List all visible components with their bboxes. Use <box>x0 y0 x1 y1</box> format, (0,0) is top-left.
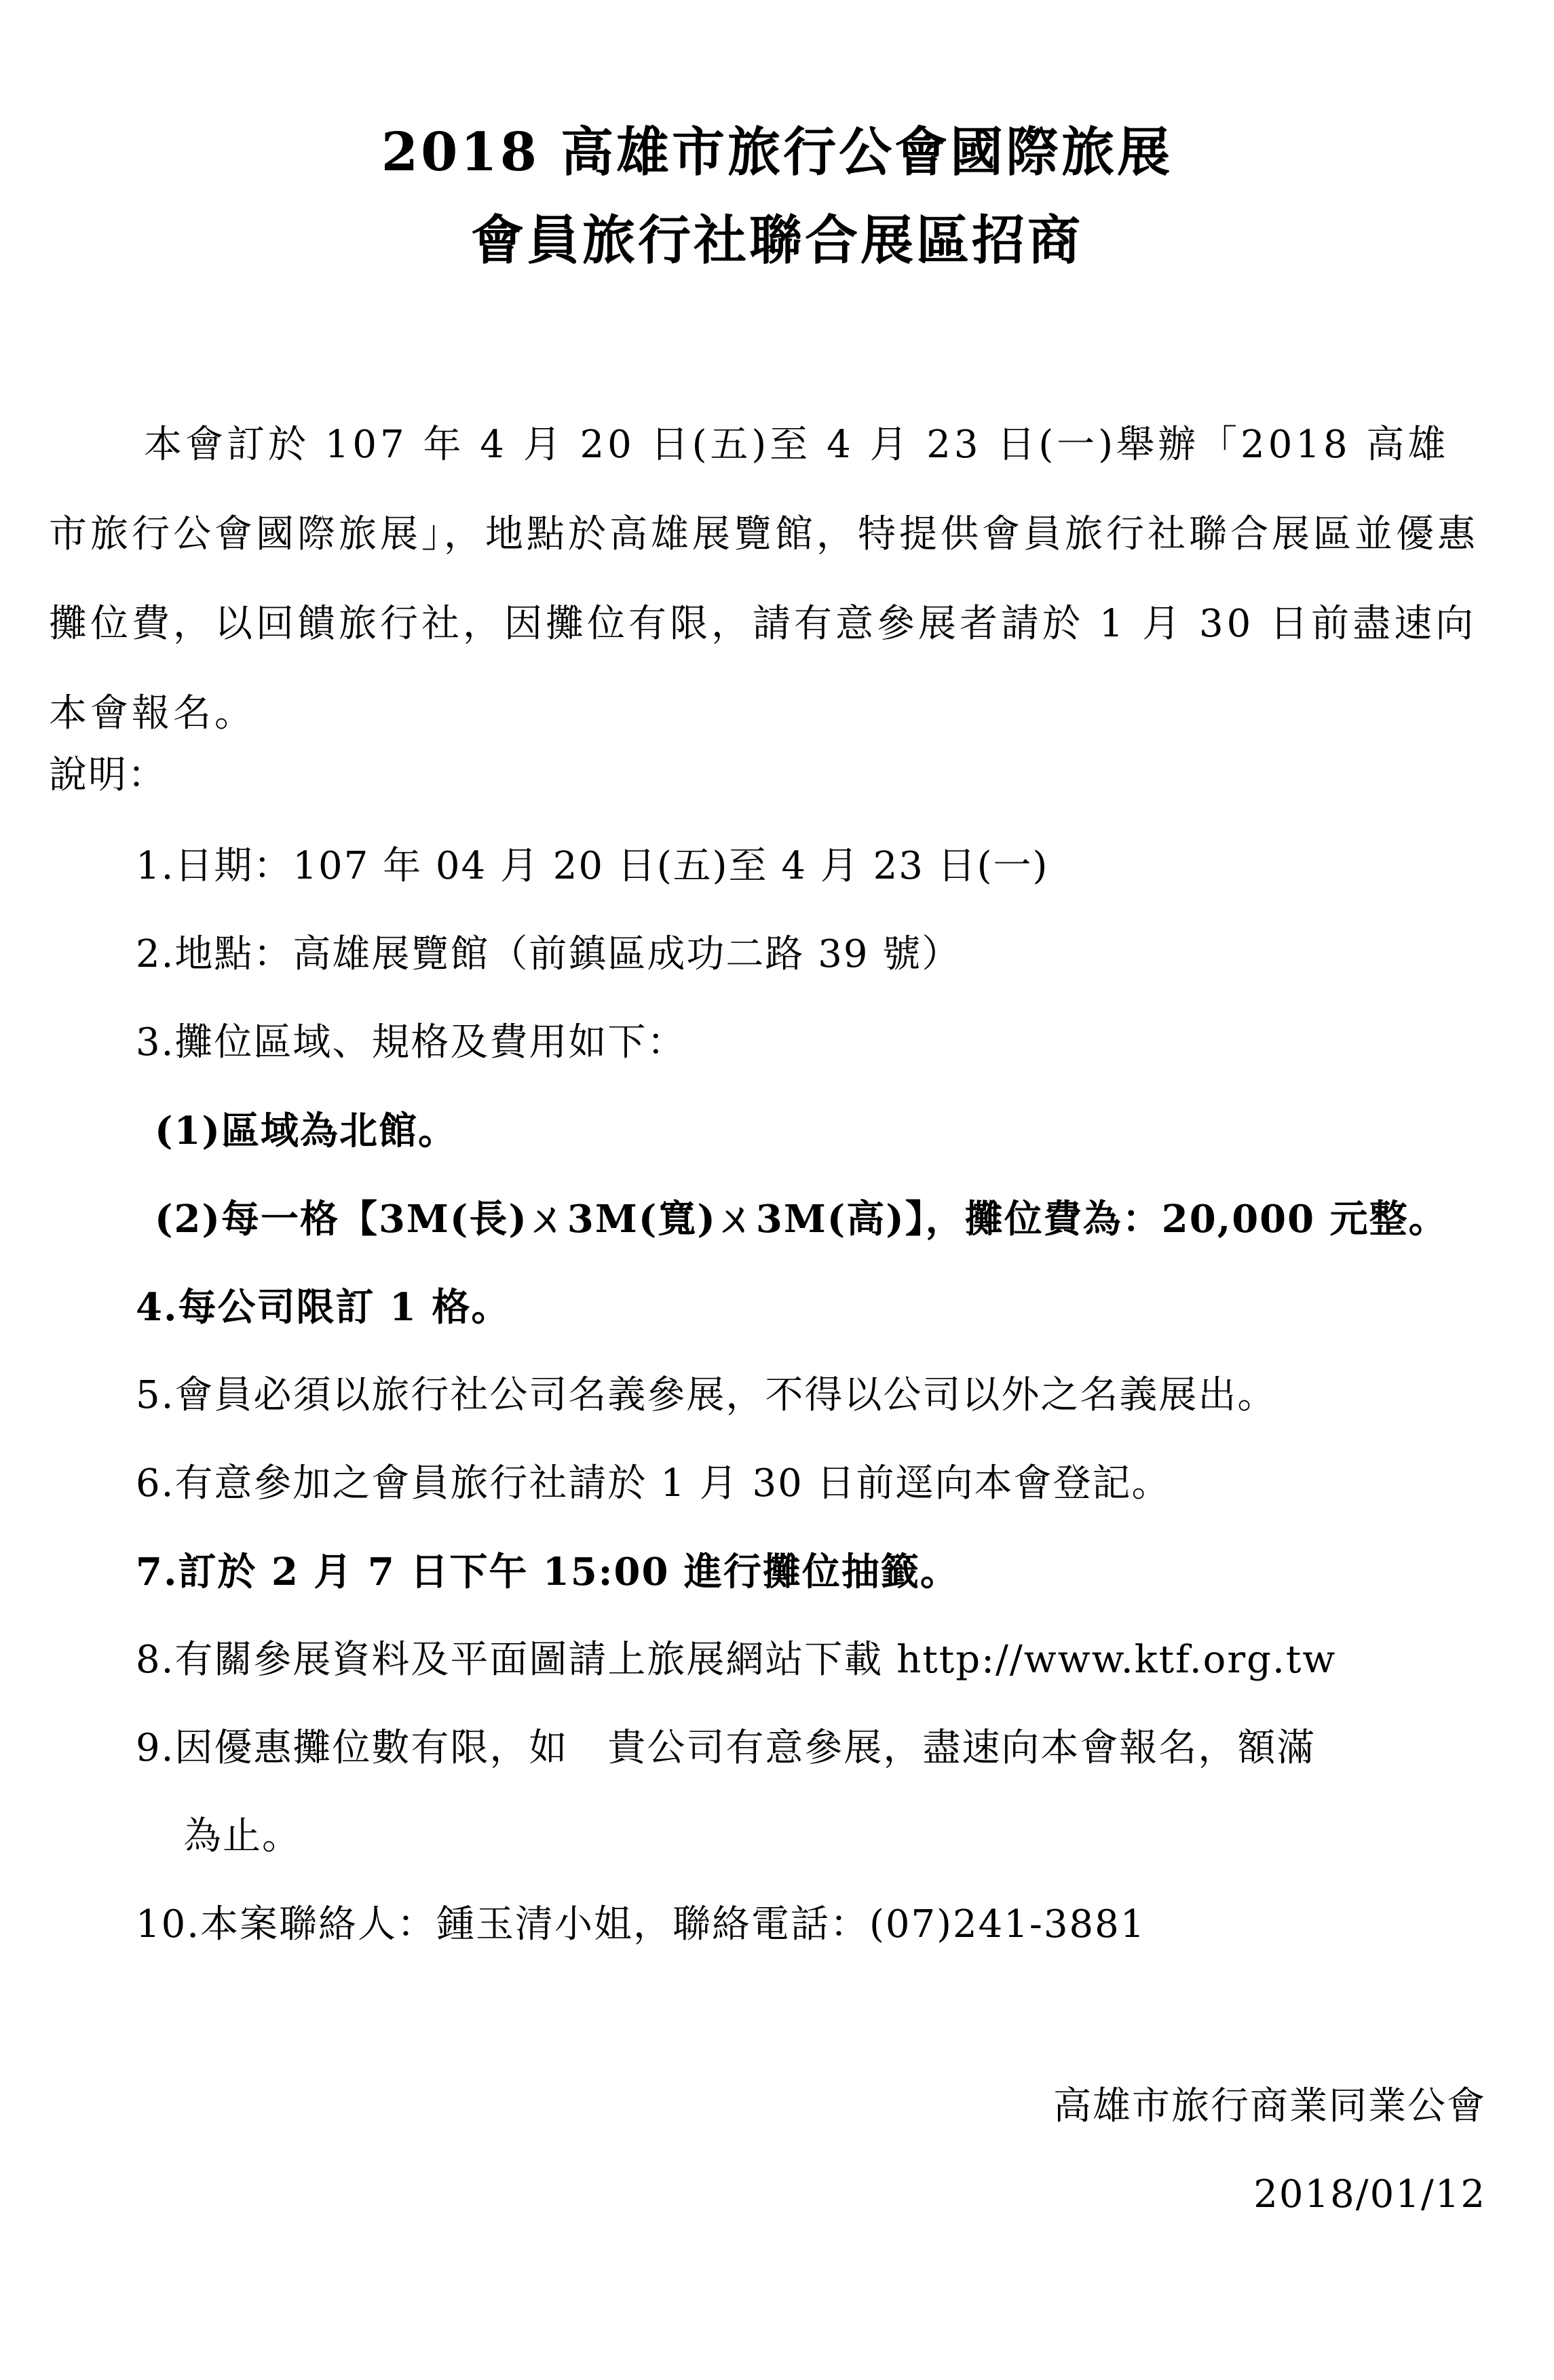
intro-paragraph: 本會訂於 107 年 4 月 20 日(五)至 4 月 23 日(一)舉辦「2018 高雄市旅行公會國際旅展」，地點於高雄展覽館，特提供會員旅行社聯合展區並優惠攤位費，以回饋旅行社，因攤位有限，請有意參展者請於 1 月 30 日前盡速向本會報名。 <box>49 423 1479 735</box>
item-1-date: 1.日期：107 年 04 月 20 日(五)至 4 月 23 日(一) <box>136 844 1049 888</box>
item-9-line-2: 為止。 <box>183 1814 301 1858</box>
item-5-company-name: 5.會員必須以旅行社公司名義參展，不得以公司以外之名義展出。 <box>136 1373 1277 1417</box>
item-3-sub-1: (1)區域為北館。 <box>155 1109 457 1153</box>
item-8-download: 8.有關參展資料及平面圖請上旅展網站下載 http://www.ktf.org.tw <box>136 1638 1337 1682</box>
explain-label: 說明： <box>49 753 167 797</box>
signature-date: 2018/01/12 <box>1253 2172 1486 2216</box>
signature-organization: 高雄市旅行商業同業公會 <box>1053 2084 1486 2128</box>
document-title-line-2: 會員旅行社聯合展區招商 <box>470 210 1083 271</box>
item-3-booth-spec: 3.攤位區域、規格及費用如下： <box>136 1020 687 1064</box>
item-3-sub-2: (2)每一格【3M(長)ㄨ3M(寬)ㄨ3M(高)】，攤位費為：20,000 元整。 <box>155 1197 1448 1242</box>
document-title-line-1: 2018 高雄市旅行公會國際旅展 <box>381 121 1173 183</box>
item-9-line-1: 9.因優惠攤位數有限，如 貴公司有意參展，盡速向本會報名，額滿 <box>136 1726 1316 1770</box>
item-10-contact: 10.本案聯絡人：鍾玉清小姐，聯絡電話：(07)241-3881 <box>136 1902 1146 1946</box>
item-6-registration: 6.有意參加之會員旅行社請於 1 月 30 日前逕向本會登記。 <box>136 1461 1171 1505</box>
item-7-draw: 7.訂於 2 月 7 日下午 15:00 進行攤位抽籤。 <box>136 1550 960 1594</box>
item-2-location: 2.地點：高雄展覽館（前鎮區成功二路 39 號） <box>136 932 962 976</box>
item-4-limit: 4.每公司限訂 1 格。 <box>136 1285 511 1330</box>
